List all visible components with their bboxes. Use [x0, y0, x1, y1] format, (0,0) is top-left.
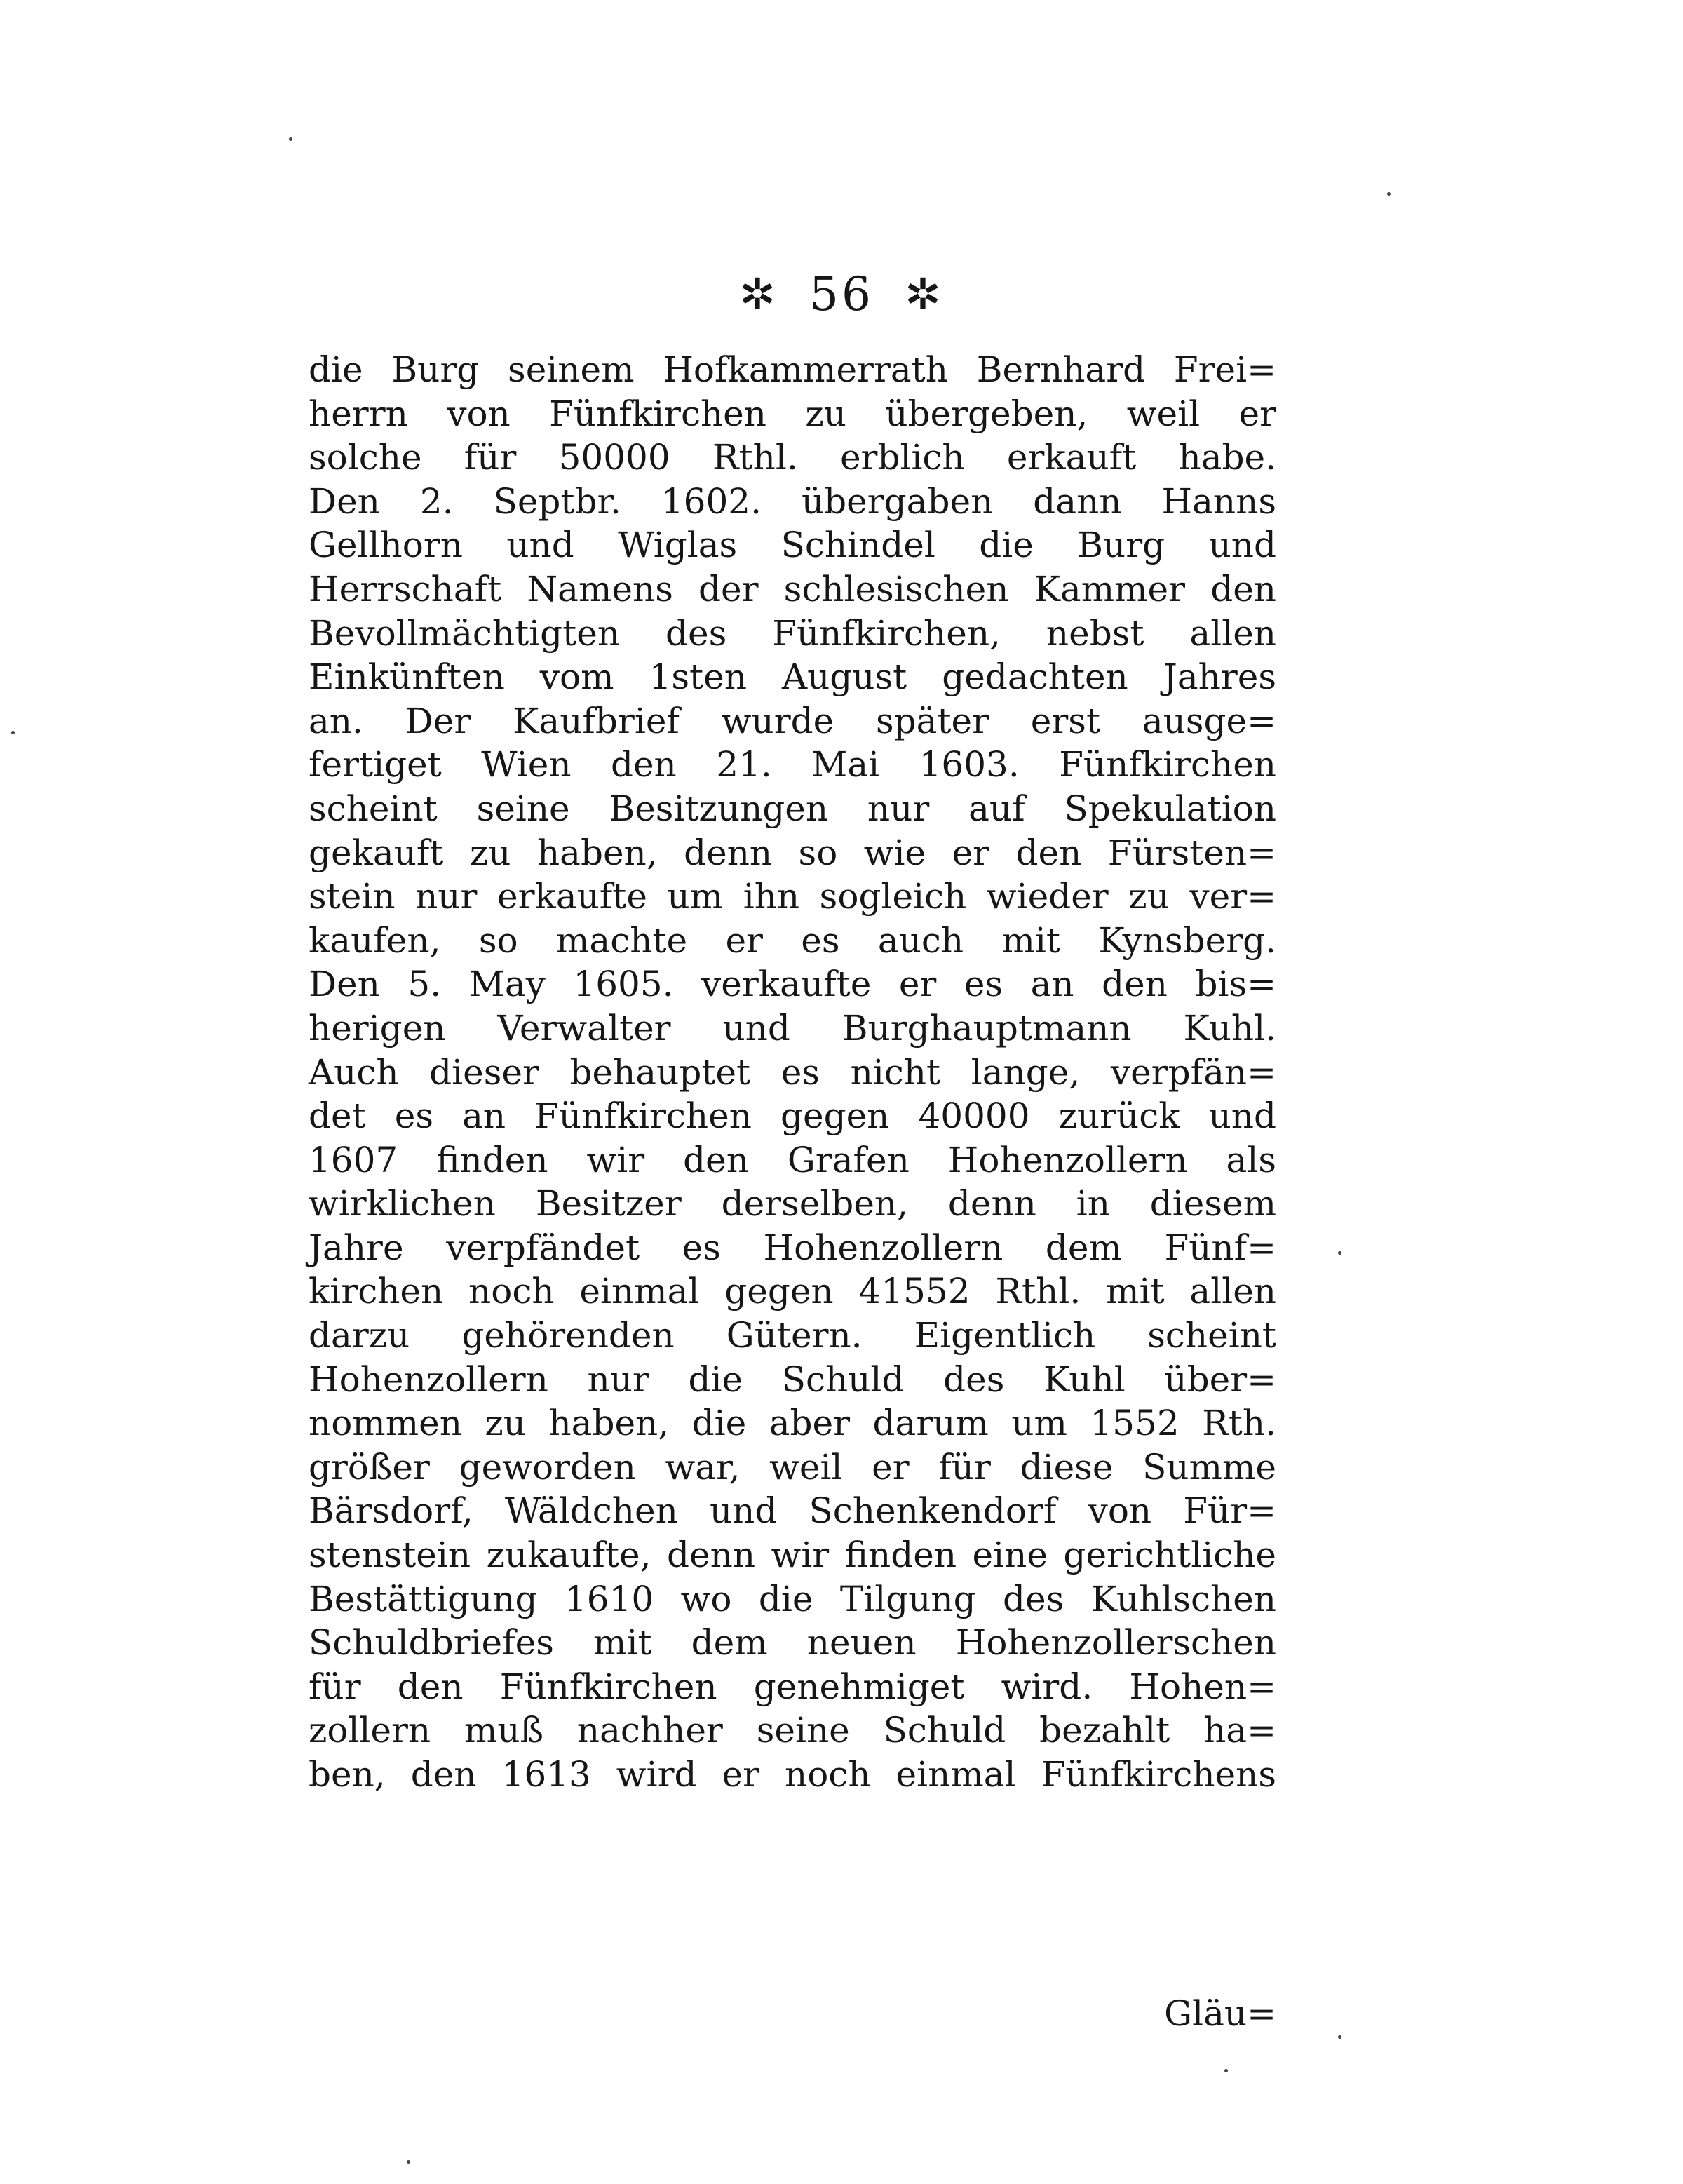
asterisk-ornament-icon: ✲	[739, 269, 778, 320]
page-header	[0, 259, 1683, 326]
text-line: Bevollmächtigten des Fünfkirchen, nebst allen	[309, 612, 1276, 654]
text-line: kaufen, so machte er es auch mit Kynsberg.	[309, 919, 1276, 961]
asterisk-ornament-icon: ✲	[904, 269, 944, 320]
scan-speck	[1224, 2069, 1228, 2072]
text-line: 1607 finden wir den Grafen Hohenzollern als	[309, 1139, 1276, 1180]
text-line: Bestättigung 1610 wo die Tilgung des Kuhlschen	[309, 1578, 1276, 1619]
text-line: solche für 50000 Rthl. erblich erkauft habe.	[309, 437, 1276, 478]
text-line: stenstein zukaufte, denn wir finden eine gerichtliche	[309, 1535, 1276, 1576]
text-line: kirchen noch einmal gegen 41552 Rthl. mit allen	[309, 1271, 1276, 1312]
text-line: gekauft zu haben, denn so wie er den Fürsten=	[309, 832, 1276, 873]
text-line: Auch dieser behauptet es nicht lange, verpfän=	[309, 1051, 1276, 1093]
text-line: stein nur erkaufte um ihn sogleich wieder zu ver=	[309, 876, 1276, 917]
text-line: Den 2. Septbr. 1602. übergaben dann Hanns	[309, 480, 1276, 522]
text-line: Einkünften vom 1sten August gedachten Jahres	[309, 656, 1276, 698]
text-line: die Burg seinem Hofkammerrath Bernhard Frei=	[309, 349, 1276, 390]
scan-speck	[1338, 1251, 1341, 1255]
scan-speck	[1338, 2035, 1341, 2039]
text-line: det es an Fünfkirchen gegen 40000 zurück und	[309, 1096, 1276, 1137]
text-line: Gellhorn und Wiglas Schindel die Burg und	[309, 525, 1276, 566]
text-line: an. Der Kaufbrief wurde später erst ausge=	[309, 700, 1276, 741]
body-text	[309, 348, 1276, 1797]
text-line: Hohenzollern nur die Schuld des Kuhl über=	[309, 1359, 1276, 1400]
text-line: herrn von Fünfkirchen zu übergeben, weil er	[309, 393, 1276, 434]
scan-speck	[1387, 192, 1391, 196]
text-line: größer geworden war, weil er für diese Summe	[309, 1446, 1276, 1488]
catchword: Gläu=	[1164, 1993, 1276, 2034]
text-line: für den Fünfkirchen genehmiget wird. Hohen=	[309, 1666, 1276, 1707]
page-number: 56	[809, 267, 874, 321]
text-line: Jahre verpfändet es Hohenzollern dem Fünf=	[309, 1227, 1276, 1268]
text-line: nommen zu haben, die aber darum um 1552 Rth.	[309, 1403, 1276, 1444]
text-line: ben, den 1613 wird er noch einmal Fünfkirchens	[309, 1754, 1276, 1795]
text-line: scheint seine Besitzungen nur auf Spekulation	[309, 788, 1276, 829]
text-line: darzu gehörenden Gütern. Eigentlich scheint	[309, 1315, 1276, 1356]
text-line: fertiget Wien den 21. Mai 1603. Fünfkirchen	[309, 744, 1276, 786]
scan-speck	[289, 137, 292, 141]
text-line: Schuldbriefes mit dem neuen Hohenzollerschen	[309, 1622, 1276, 1664]
text-line: zollern muß nachher seine Schuld bezahlt ha=	[309, 1710, 1276, 1751]
scan-speck	[407, 2160, 410, 2164]
text-line: Den 5. May 1605. verkaufte er es an den bis=	[309, 964, 1276, 1005]
scan-speck	[11, 731, 15, 734]
text-line: Herrschaft Namens der schlesischen Kammer den	[309, 568, 1276, 609]
text-line: herigen Verwalter und Burghauptmann Kuhl.	[309, 1007, 1276, 1049]
text-line: Bärsdorf, Wäldchen und Schenkendorf von Für=	[309, 1490, 1276, 1532]
text-line: wirklichen Besitzer derselben, denn in diesem	[309, 1183, 1276, 1225]
